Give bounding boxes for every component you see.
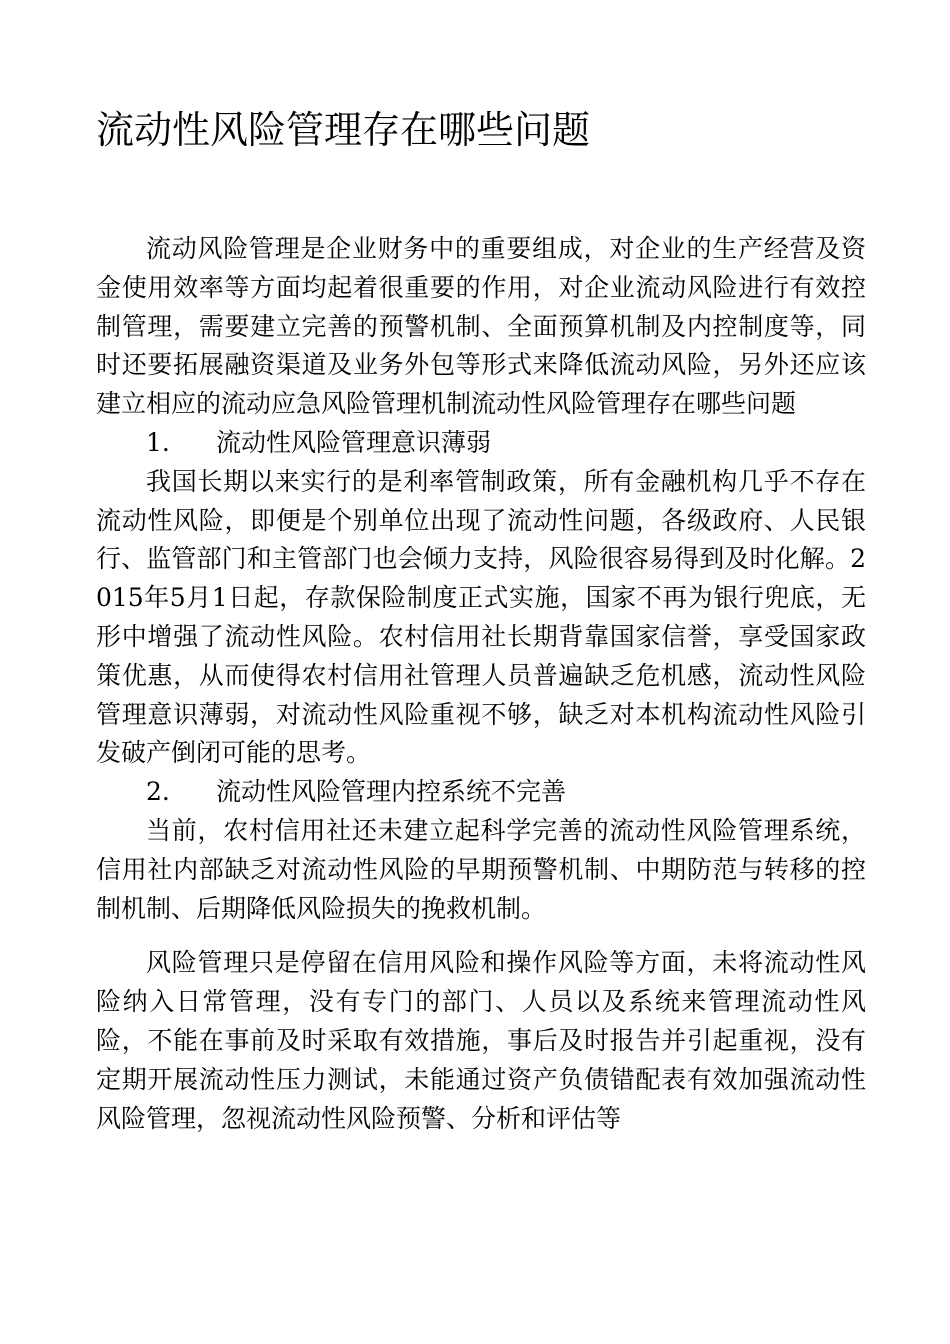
section-heading-text: 流动性风险管理意识薄弱 bbox=[216, 427, 492, 457]
section-2-paragraph-1: 当前，农村信用社还未建立起科学完善的流动性风险管理系统，信用社内部缺乏对流动性风险的早期预警机制、中期防范与转移的控制机制、后期降低风险损失的挽救机制。 bbox=[96, 815, 866, 923]
section-2-paragraph-2: 风险管理只是停留在信用风险和操作风险等方面，未将流动性风险纳入日常管理，没有专门的部门、人员以及系统来管理流动性风险，不能在事前及时采取有效措施，事后及时报告并引起重视，没有定期开展流动性压力测试，未能通过资产负债错配表有效加强流动性风险管理，忽视流动性风险预警、分析和评估等 bbox=[96, 948, 866, 1133]
document-title: 流动性风险管理存在哪些问题 bbox=[96, 108, 591, 152]
section-1-paragraph-1: 我国长期以来实行的是利率管制政策，所有金融机构几乎不存在流动性风险，即便是个别单位出现了流动性问题，各级政府、人民银行、监管部门和主管部门也会倾力支持，风险很容易得到及时化解。2015年5月1日起，存款保险制度正式实施，国家不再为银行兜底，无形中增强了流动性风险。农村信用社长期背靠国家信誉，享受国家政策优惠，从而使得农村信用社管理人员普遍缺乏危机感，流动性风险管理意识薄弱，对流动性风险重视不够，缺乏对本机构流动性风险引发破产倒闭可能的思考。 bbox=[96, 466, 866, 768]
intro-paragraph: 流动风险管理是企业财务中的重要组成，对企业的生产经营及资金使用效率等方面均起着很重要的作用，对企业流动风险进行有效控制管理，需要建立完善的预警机制、全面预算机制及内控制度等，同时还要拓展融资渠道及业务外包等形式来降低流动风险，另外还应该建立相应的流动应急风险管理机制流动性风险管理存在哪些问题 bbox=[96, 234, 866, 419]
section-number: 1. bbox=[146, 427, 170, 457]
section-heading-text: 流动性风险管理内控系统不完善 bbox=[216, 777, 567, 807]
document-page bbox=[96, 100, 866, 1138]
section-number: 2. bbox=[146, 777, 170, 807]
section-heading-1 bbox=[96, 424, 866, 463]
section-heading-2 bbox=[96, 773, 866, 812]
